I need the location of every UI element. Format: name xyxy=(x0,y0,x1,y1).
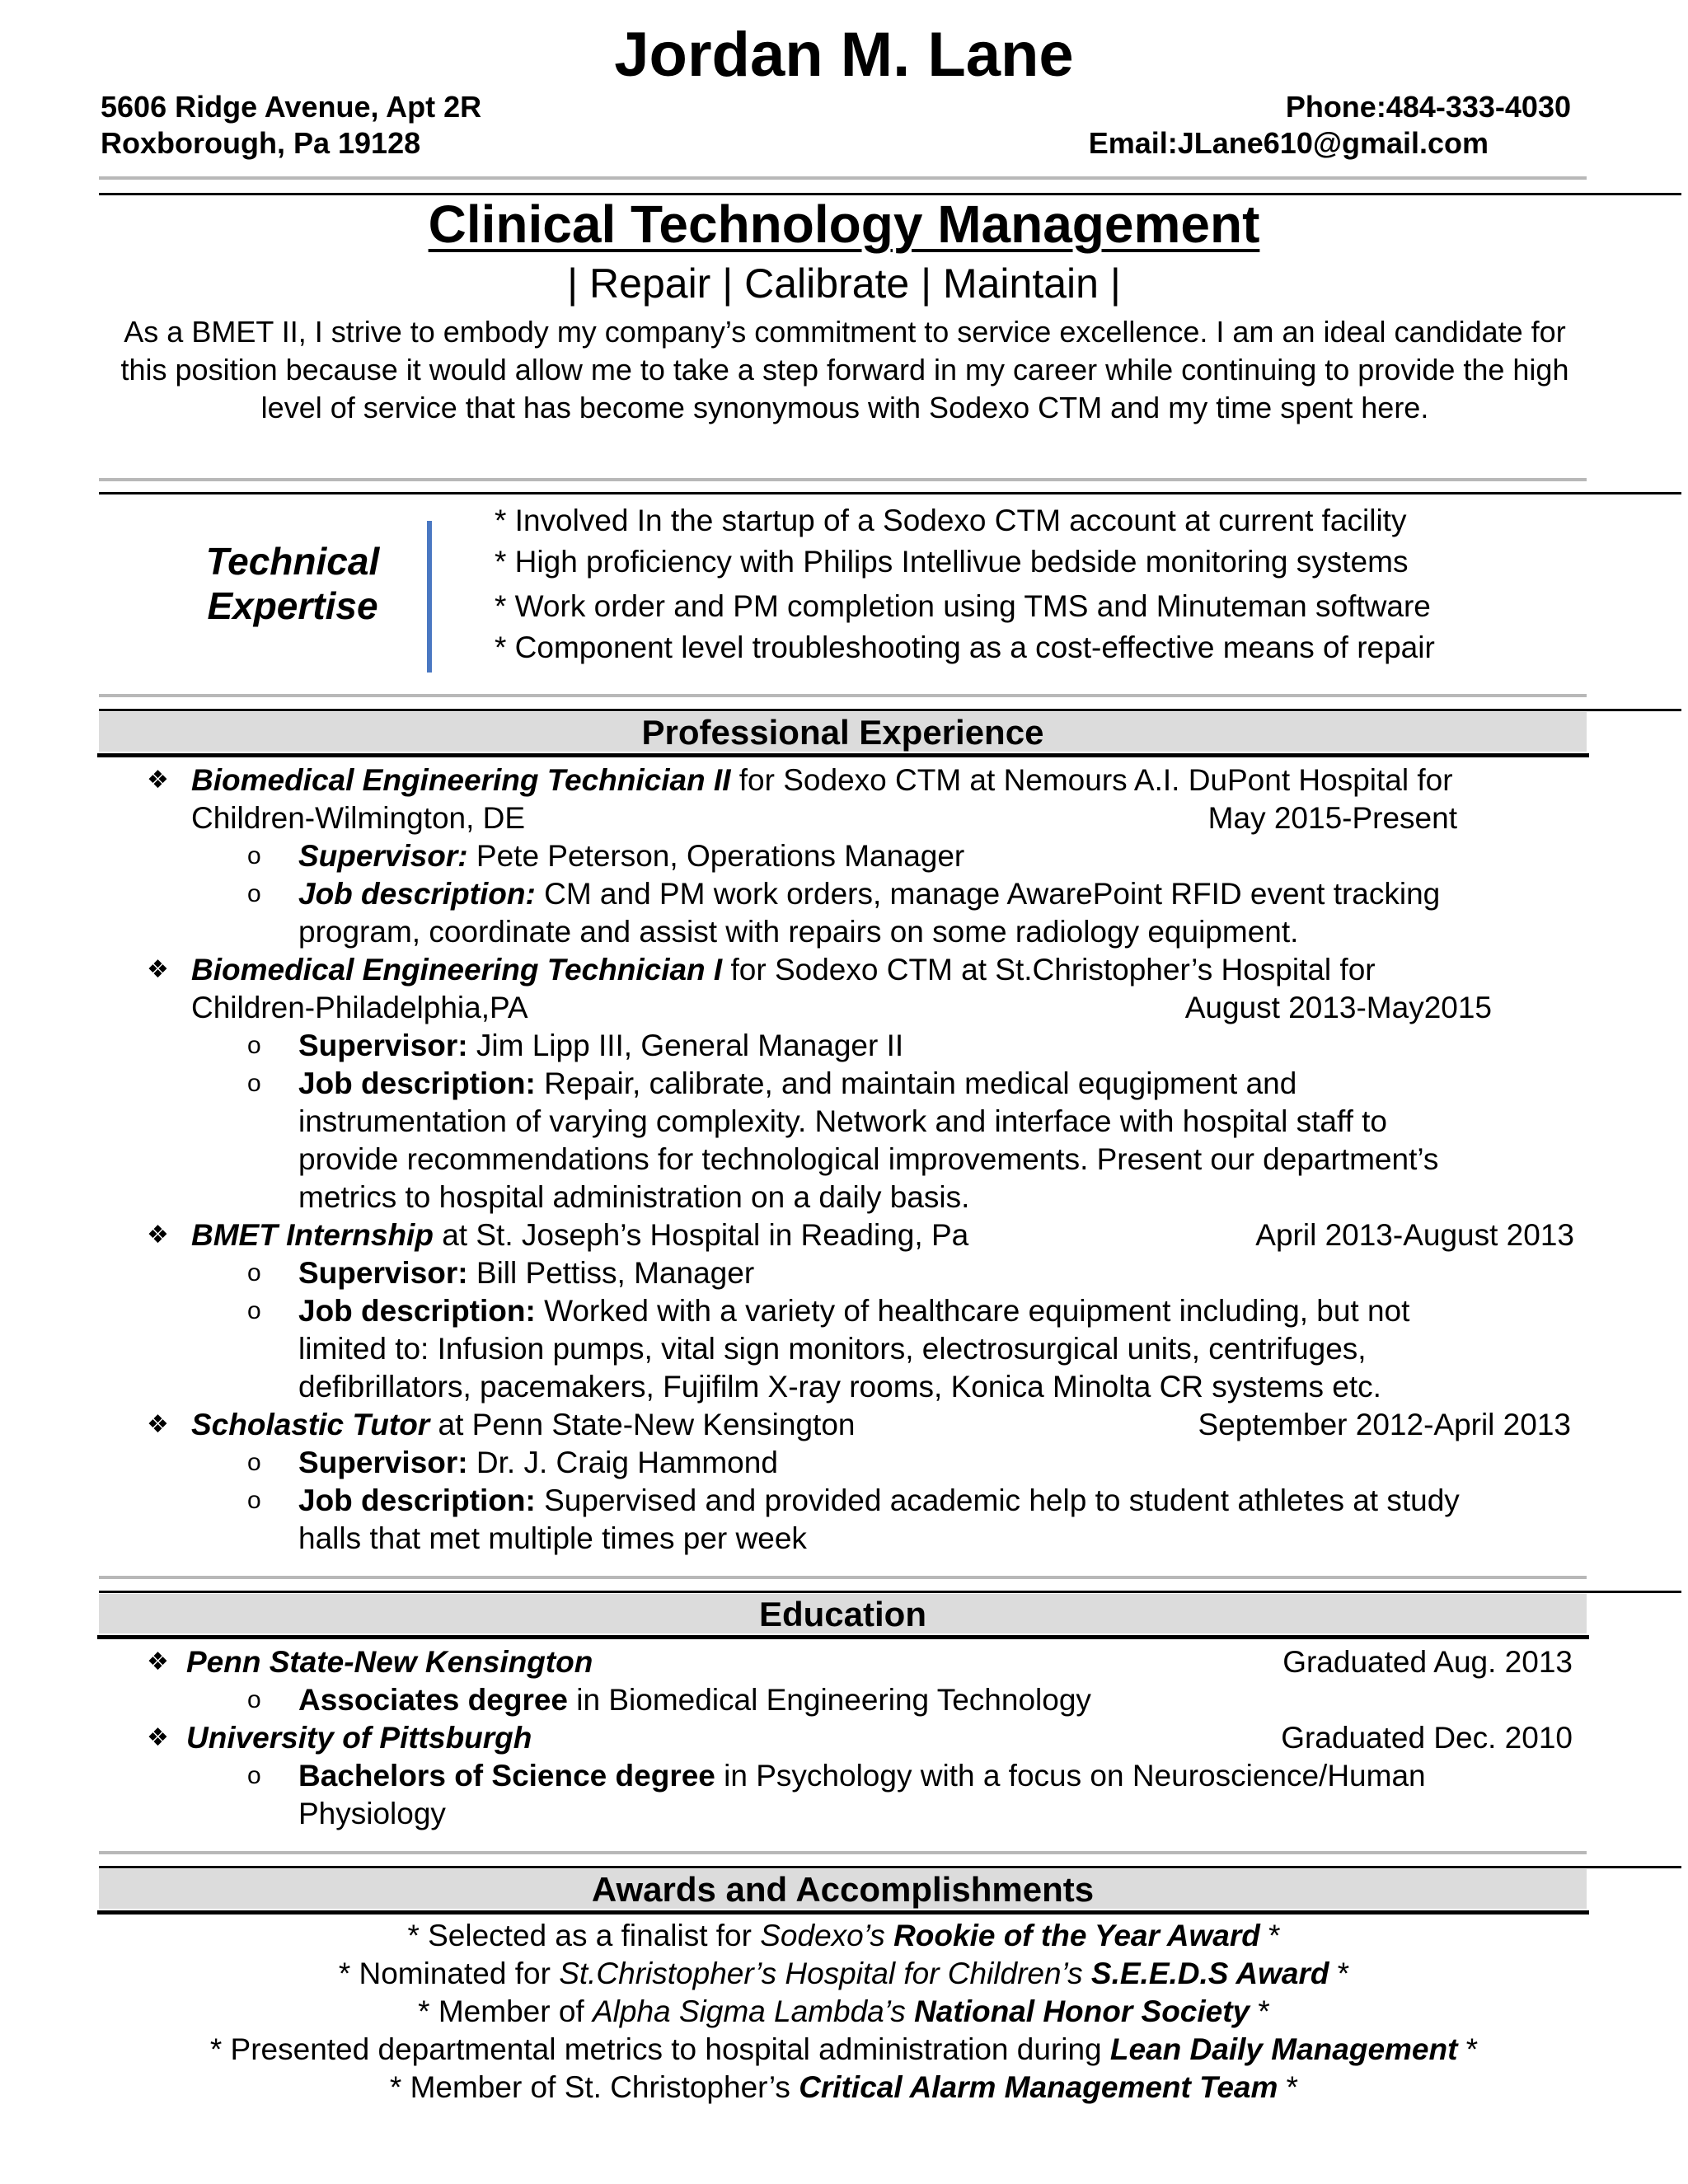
supervisor-value: Dr. J. Craig Hammond xyxy=(467,1446,778,1479)
description-line: Repair, calibrate, and maintain medical equgipment and xyxy=(535,1066,1297,1100)
experience-divider-black xyxy=(99,1591,1681,1593)
job-employer: at Penn State-New Kensington xyxy=(429,1408,856,1441)
award-name: S.E.E.D.S Award xyxy=(1090,1957,1329,1990)
supervisor-label: Supervisor: xyxy=(298,1029,468,1062)
job-date: April 2013-August 2013 xyxy=(1255,1218,1574,1252)
description-line: instrumentation of varying complexity. Network and interface with hospital staff to xyxy=(298,1104,1387,1138)
bullet-circle-icon: o xyxy=(247,1070,261,1097)
job-description xyxy=(298,875,1440,913)
bullet-diamond-icon: ❖ xyxy=(147,1724,169,1751)
experience-heading: Professional Experience xyxy=(99,712,1587,752)
award-name: Rookie of the Year Award xyxy=(893,1919,1260,1952)
supervisor-value: Bill Pettiss, Manager xyxy=(467,1256,755,1290)
description-line: limited to: Infusion pumps, vital sign monitors, electrosurgical units, centrifuges, xyxy=(298,1332,1367,1366)
job-date: August 2013-May2015 xyxy=(1184,991,1492,1024)
award-text: * Nominated for xyxy=(338,1957,560,1990)
supervisor-label: Supervisor: xyxy=(298,839,468,873)
technical-label-2: Expertise xyxy=(207,584,378,627)
technical-accent-bar xyxy=(427,521,432,673)
bullet-circle-icon: o xyxy=(247,1259,261,1286)
description-line: program, coordinate and assist with repairs on some radiology equipment. xyxy=(298,915,1299,949)
education-heading: Education xyxy=(99,1594,1587,1633)
degree-name: Associates degree xyxy=(298,1683,569,1717)
award-org: Sodexo’s xyxy=(760,1919,894,1952)
bullet-diamond-icon: ❖ xyxy=(147,1648,169,1675)
technical-label-1: Technical xyxy=(205,540,380,583)
objective-tagline: | Repair | Calibrate | Maintain | xyxy=(567,260,1121,307)
technical-item: * High proficiency with Philips Intellivue bedside monitoring systems xyxy=(495,545,1409,579)
bullet-circle-icon: o xyxy=(247,842,261,869)
job-supervisor xyxy=(298,1027,903,1065)
address-line-1: 5606 Ridge Avenue, Apt 2R xyxy=(101,90,482,124)
job-title-line xyxy=(191,1216,968,1254)
school-name: Penn State-New Kensington xyxy=(186,1645,593,1679)
degree xyxy=(298,1757,1426,1795)
bullet-circle-icon: o xyxy=(247,1487,261,1514)
job-supervisor xyxy=(298,837,964,875)
address-line-2: Roxborough, Pa 19128 xyxy=(101,126,421,160)
bullet-diamond-icon: ❖ xyxy=(147,1221,169,1249)
technical-item: * Component level troubleshooting as a cost-effective means of repair xyxy=(495,630,1435,664)
technical-divider-gray xyxy=(99,694,1587,697)
award-text: * Selected as a finalist for xyxy=(407,1919,761,1952)
supervisor-label: Supervisor: xyxy=(298,1446,468,1479)
description-line: defibrillators, pacemakers, Fujifilm X-ray rooms, Konica Minolta CR systems etc. xyxy=(298,1370,1381,1404)
bullet-circle-icon: o xyxy=(247,880,261,907)
objective-divider-gray xyxy=(99,478,1587,481)
phone: Phone:484-333-4030 xyxy=(1285,90,1571,124)
school-date: Graduated Aug. 2013 xyxy=(1282,1645,1573,1679)
degree-field: in Biomedical Engineering Technology xyxy=(568,1683,1091,1717)
job-supervisor xyxy=(298,1444,778,1482)
award-text: * xyxy=(1329,1957,1350,1990)
description-line: provide recommendations for technological improvements. Present our department’s xyxy=(298,1142,1439,1176)
objective-divider-black xyxy=(99,492,1681,494)
description-line: CM and PM work orders, manage AwarePoint RFID event tracking xyxy=(535,877,1441,911)
description-line: Supervised and provided academic help to student athletes at study xyxy=(535,1483,1460,1517)
award-item xyxy=(0,1993,1688,2031)
description-label: Job description: xyxy=(298,877,536,911)
degree xyxy=(298,1681,1091,1719)
job-supervisor xyxy=(298,1254,754,1292)
award-text: * xyxy=(1250,1994,1270,2028)
job-title: BMET Internship xyxy=(191,1218,434,1252)
description-label: Job description: xyxy=(298,1294,536,1328)
job-description xyxy=(298,1482,1460,1520)
degree-field: in Psychology with a focus on Neuroscience/Human xyxy=(715,1759,1426,1793)
bullet-circle-icon: o xyxy=(247,1032,261,1059)
job-title-line xyxy=(191,1406,855,1444)
education-divider-gray xyxy=(99,1851,1587,1854)
description-line: halls that met multiple times per week xyxy=(298,1521,807,1555)
bullet-diamond-icon: ❖ xyxy=(147,1411,169,1438)
description-line: Worked with a variety of healthcare equipment including, but not xyxy=(535,1294,1410,1328)
award-text: * xyxy=(1457,2032,1479,2066)
bullet-diamond-icon: ❖ xyxy=(147,956,169,983)
technical-item: * Involved In the startup of a Sodexo CTM account at current facility xyxy=(495,504,1407,537)
awards-heading: Awards and Accomplishments xyxy=(99,1869,1587,1909)
job-title: Biomedical Engineering Technician I xyxy=(191,953,723,987)
award-text: * xyxy=(1278,2070,1299,2104)
job-employer: for Sodexo CTM at Nemours A.I. DuPont Hospital for xyxy=(730,763,1453,797)
email: Email:JLane610@gmail.com xyxy=(1088,126,1489,160)
supervisor-label: Supervisor: xyxy=(298,1256,468,1290)
award-item xyxy=(0,1955,1688,1993)
job-employer: for Sodexo CTM at St.Christopher’s Hospital for xyxy=(722,953,1376,987)
technical-divider-black xyxy=(99,709,1681,711)
objective-summary: As a BMET II, I strive to embody my company’s commitment to service excellence. I am an ideal candidate for this position because it would allow me to take a step forward in my career while continuing to provide the high level of service that has become synonymous with Sodexo CTM and my time spent here. xyxy=(120,315,1569,424)
supervisor-value: Pete Peterson, Operations Manager xyxy=(467,839,965,873)
job-date: May 2015-Present xyxy=(1207,801,1457,835)
bullet-circle-icon: o xyxy=(247,1297,261,1324)
education-divider-black xyxy=(99,1866,1681,1868)
job-location: Children-Wilmington, DE xyxy=(191,801,526,835)
description-line: metrics to hospital administration on a daily basis. xyxy=(298,1180,970,1214)
bullet-circle-icon: o xyxy=(247,1686,261,1713)
experience-heading-rule xyxy=(97,753,1589,757)
description-label: Job description: xyxy=(298,1066,536,1100)
award-item xyxy=(0,2031,1688,2069)
job-employer: at St. Joseph’s Hospital in Reading, Pa xyxy=(433,1218,969,1252)
job-date: September 2012-April 2013 xyxy=(1198,1408,1571,1441)
award-name: Lean Daily Management xyxy=(1109,2032,1458,2066)
technical-item: * Work order and PM completion using TMS and Minuteman software xyxy=(495,589,1431,623)
objective-title: Clinical Technology Management xyxy=(428,194,1260,254)
job-description xyxy=(298,1065,1296,1103)
supervisor-value: Jim Lipp III, General Manager II xyxy=(467,1029,904,1062)
degree-name: Bachelors of Science degree xyxy=(298,1759,715,1793)
job-title-line xyxy=(191,951,1376,989)
award-org: St.Christopher’s Hospital for Children’s xyxy=(559,1957,1091,1990)
experience-divider-gray xyxy=(99,1576,1587,1579)
bullet-circle-icon: o xyxy=(247,1449,261,1476)
award-name: National Honor Society xyxy=(914,1994,1250,2028)
award-item xyxy=(0,2069,1688,2107)
job-description xyxy=(298,1292,1409,1330)
school-date: Graduated Dec. 2010 xyxy=(1281,1721,1573,1755)
header-divider-gray xyxy=(99,176,1587,180)
award-org: Alpha Sigma Lambda’s xyxy=(592,1994,915,2028)
description-label: Job description: xyxy=(298,1483,536,1517)
awards-heading-rule xyxy=(97,1910,1589,1915)
bullet-diamond-icon: ❖ xyxy=(147,766,169,794)
job-title: Biomedical Engineering Technician II xyxy=(191,763,731,797)
job-location: Children-Philadelphia,PA xyxy=(191,991,528,1024)
education-heading-rule xyxy=(97,1635,1589,1639)
award-text: * Presented departmental metrics to hospital administration during xyxy=(209,2032,1110,2066)
bullet-circle-icon: o xyxy=(247,1762,261,1789)
award-text: * Member of St. Christopher’s xyxy=(389,2070,799,2104)
job-title: Scholastic Tutor xyxy=(191,1408,430,1441)
award-text: * xyxy=(1259,1919,1281,1952)
award-text: * Member of xyxy=(418,1994,593,2028)
school-name: University of Pittsburgh xyxy=(186,1721,532,1755)
award-name: Critical Alarm Management Team xyxy=(799,2070,1278,2104)
job-title-line xyxy=(191,762,1453,799)
degree-field-line2: Physiology xyxy=(298,1797,446,1830)
award-item xyxy=(0,1917,1688,1955)
resume-name: Jordan M. Lane xyxy=(614,20,1074,90)
